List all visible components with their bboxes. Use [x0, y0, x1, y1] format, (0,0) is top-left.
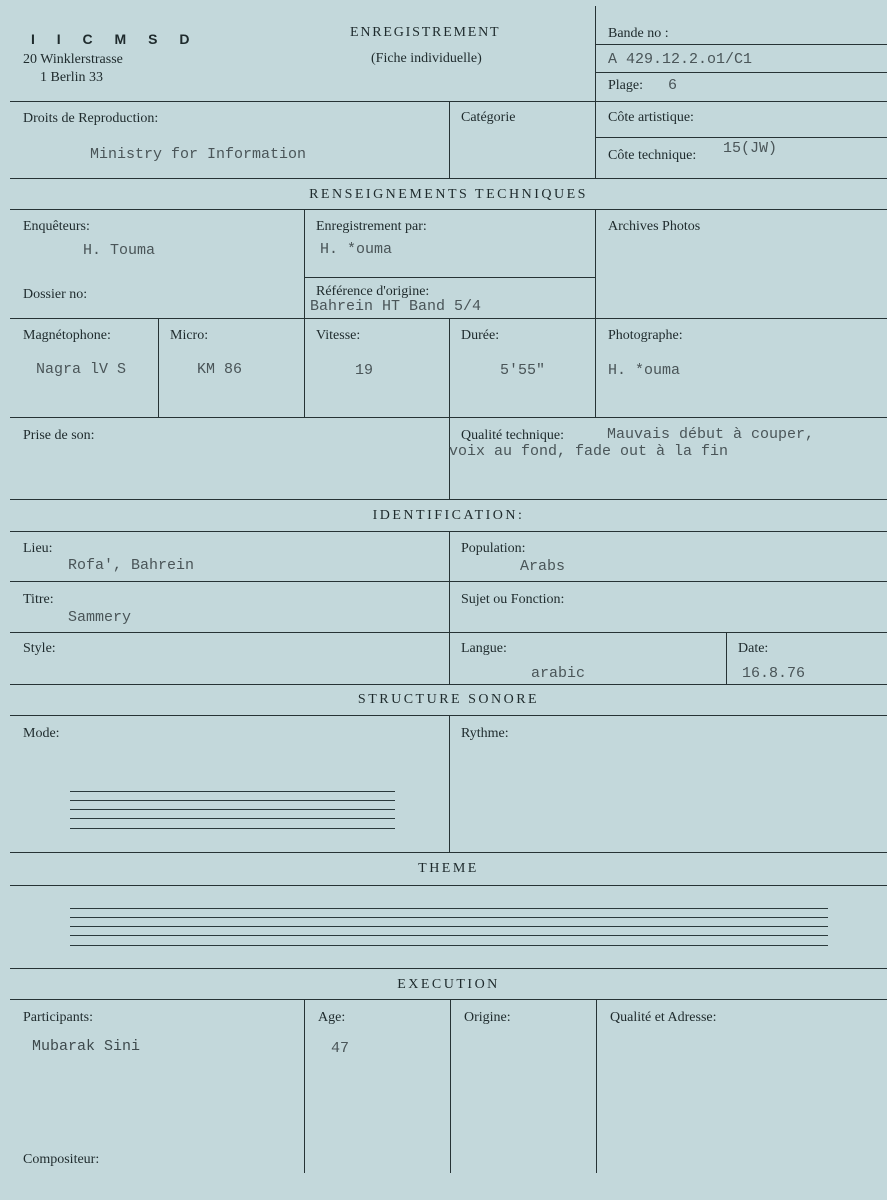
- rule: [10, 968, 887, 969]
- bande-label: Bande no :: [608, 26, 669, 41]
- rule: [304, 999, 305, 1173]
- section-identification: IDENTIFICATION:: [372, 508, 525, 523]
- cote-technique-label: Côte technique:: [608, 148, 697, 163]
- titre-label: Titre:: [23, 592, 54, 607]
- age-label: Age:: [318, 1010, 346, 1025]
- lieu-value: Rofa', Bahrein: [68, 557, 195, 574]
- section-theme: THEME: [418, 861, 479, 876]
- cote-artistique-label: Côte artistique:: [608, 110, 694, 125]
- duree-label: Durée:: [461, 328, 500, 343]
- address-line-1: 20 Winklerstrasse: [23, 52, 123, 67]
- reference-label: Référence d'origine:: [316, 284, 430, 299]
- rule: [10, 999, 887, 1000]
- enregistrement-par-label: Enregistrement par:: [316, 219, 427, 234]
- prise-de-son-label: Prise de son:: [23, 428, 95, 443]
- mode-staff-line: [70, 800, 395, 801]
- magnetophone-value: Nagra lV S: [36, 361, 127, 378]
- lieu-label: Lieu:: [23, 541, 53, 556]
- section-technical: RENSEIGNEMENTS TECHNIQUES: [309, 187, 588, 202]
- reference-value: Bahrein HT Band 5/4: [310, 298, 482, 315]
- mode-staff-line: [70, 818, 395, 819]
- rule: [10, 178, 887, 179]
- qualite-adresse-label: Qualité et Adresse:: [610, 1010, 717, 1025]
- section-execution: EXECUTION: [397, 977, 500, 992]
- rule: [449, 715, 450, 852]
- theme-staff-line: [70, 935, 828, 936]
- magnetophone-label: Magnétophone:: [23, 328, 111, 343]
- theme-staff-line: [70, 945, 828, 946]
- date-label: Date:: [738, 641, 769, 656]
- rule: [449, 101, 450, 178]
- date-value: 16.8.76: [742, 665, 806, 682]
- sujet-label: Sujet ou Fonction:: [461, 592, 565, 607]
- address-line-2: 1 Berlin 33: [40, 70, 103, 85]
- rights-value: Ministry for Information: [90, 146, 307, 163]
- vitesse-label: Vitesse:: [316, 328, 361, 343]
- archives-photos-label: Archives Photos: [608, 219, 701, 234]
- micro-label: Micro:: [170, 328, 209, 343]
- org-logo: I I C M S D: [31, 31, 199, 47]
- compositeur-label: Compositeur:: [23, 1152, 100, 1167]
- rule: [726, 632, 727, 684]
- participants-label: Participants:: [23, 1010, 93, 1025]
- qualite-technique-value-1: Mauvais début à couper,: [607, 426, 815, 443]
- categorie-label: Catégorie: [461, 110, 516, 125]
- dossier-label: Dossier no:: [23, 287, 88, 302]
- theme-staff-line: [70, 926, 828, 927]
- photographe-value: H. *ouma: [608, 362, 681, 379]
- rule: [596, 999, 597, 1173]
- form-title: ENREGISTREMENT: [350, 25, 501, 40]
- style-label: Style:: [23, 641, 56, 656]
- rule: [10, 852, 887, 853]
- mode-staff-line: [70, 791, 395, 792]
- rule: [304, 277, 595, 278]
- form-subtitle: (Fiche individuelle): [371, 51, 482, 66]
- cote-technique-value: 15(JW): [723, 140, 778, 157]
- origine-label: Origine:: [464, 1010, 511, 1025]
- duree-value: 5'55": [500, 362, 546, 379]
- bande-value: A 429.12.2.o1/C1: [608, 51, 753, 68]
- mode-label: Mode:: [23, 726, 60, 741]
- population-label: Population:: [461, 541, 526, 556]
- enregistrement-par-value: H. *ouma: [320, 241, 393, 258]
- plage-label: Plage:: [608, 78, 643, 93]
- age-value: 47: [331, 1040, 350, 1057]
- rule: [10, 885, 887, 886]
- rule: [595, 209, 596, 417]
- rule: [158, 318, 159, 417]
- rule: [450, 999, 451, 1173]
- participants-value: Mubarak Sini: [32, 1038, 141, 1055]
- rule: [596, 72, 887, 73]
- enqueteurs-value: H. Touma: [83, 242, 156, 259]
- rule: [596, 137, 887, 138]
- rule: [449, 318, 450, 499]
- rythme-label: Rythme:: [461, 726, 509, 741]
- theme-staff-line: [70, 908, 828, 909]
- rule: [10, 499, 887, 500]
- langue-label: Langue:: [461, 641, 507, 656]
- plage-value: 6: [668, 77, 678, 94]
- rule: [596, 44, 887, 45]
- qualite-technique-label: Qualité technique:: [461, 428, 565, 443]
- rule: [449, 531, 450, 684]
- titre-value: Sammery: [68, 609, 132, 626]
- rule: [10, 684, 887, 685]
- section-structure: STRUCTURE SONORE: [357, 692, 540, 707]
- langue-value: arabic: [531, 665, 586, 682]
- qualite-technique-value-2: voix au fond, fade out à la fin: [449, 443, 729, 460]
- rule: [595, 6, 596, 178]
- rights-label: Droits de Reproduction:: [23, 111, 159, 126]
- rule: [10, 209, 887, 210]
- vitesse-value: 19: [355, 362, 374, 379]
- micro-value: KM 86: [197, 361, 243, 378]
- rule: [304, 209, 305, 417]
- mode-staff-line: [70, 828, 395, 829]
- theme-staff-line: [70, 917, 828, 918]
- photographe-label: Photographe:: [608, 328, 683, 343]
- population-value: Arabs: [520, 558, 566, 575]
- enqueteurs-label: Enquêteurs:: [23, 219, 90, 234]
- mode-staff-line: [70, 809, 395, 810]
